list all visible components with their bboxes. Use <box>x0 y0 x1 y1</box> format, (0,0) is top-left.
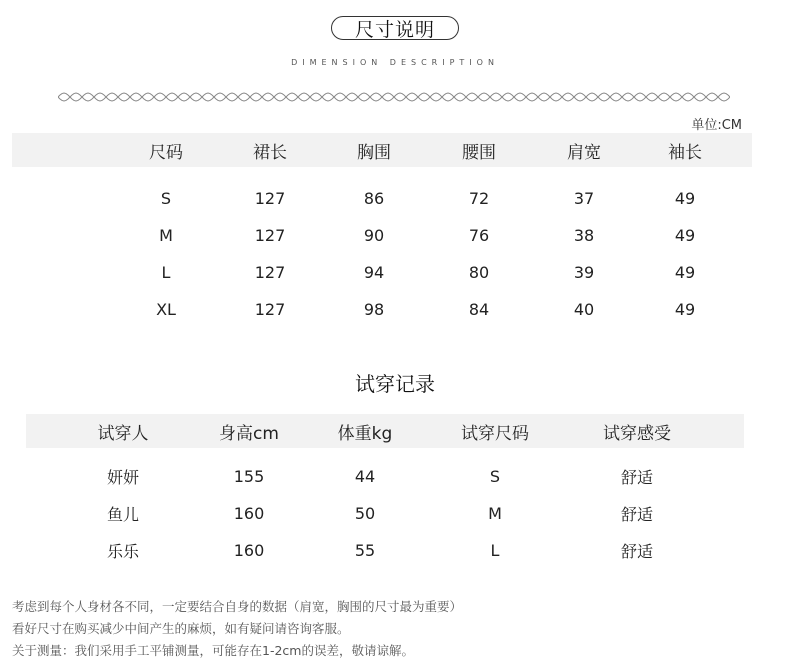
size-chart-header-row <box>12 133 752 167</box>
size-chart-header-cell: 胸围 <box>357 142 391 163</box>
table-cell: 49 <box>674 188 696 208</box>
table-cell: 76 <box>468 225 490 245</box>
table-cell: 舒适 <box>620 467 653 487</box>
page-title <box>331 16 459 40</box>
table-cell: 127 <box>254 262 286 282</box>
table-cell: 80 <box>468 262 490 282</box>
table-cell: 127 <box>254 188 286 208</box>
table-cell: L <box>490 540 500 560</box>
table-cell: 98 <box>363 299 385 319</box>
size-chart-header-cell: 裙长 <box>253 142 287 163</box>
table-cell: 50 <box>354 503 376 523</box>
table-cell: 49 <box>674 225 696 245</box>
table-cell: 妍妍 <box>106 467 139 487</box>
fitting-header-cell: 试穿感受 <box>603 423 671 444</box>
table-cell: 155 <box>233 466 265 486</box>
table-cell: 94 <box>363 262 385 282</box>
size-chart-header-cell: 腰围 <box>462 142 496 163</box>
size-chart-header-cell: 肩宽 <box>567 142 601 163</box>
decorative-wave-divider <box>58 88 730 106</box>
table-cell: 44 <box>354 466 376 486</box>
table-cell: 40 <box>573 299 595 319</box>
note-line: 看好尺寸在购买减少中间产生的麻烦，如有疑问请咨询客服。 <box>12 621 350 636</box>
page-subtitle: DIMENSION DESCRIPTION <box>291 58 499 67</box>
note-line: 考虑到每个人身材各不同，一定要结合自身的数据（肩宽，胸围的尺寸最为重要） <box>12 599 463 614</box>
unit-label: 单位:CM <box>691 118 742 133</box>
table-cell: 49 <box>674 262 696 282</box>
fitting-header-row <box>26 414 744 448</box>
fitting-header-cell: 试穿尺码 <box>461 423 529 444</box>
table-cell: 55 <box>354 540 376 560</box>
table-cell: M <box>159 225 173 245</box>
table-row <box>26 535 744 565</box>
note-line: 关于测量：我们采用手工平铺测量，可能存在1-2cm的误差，敬请谅解。 <box>12 643 414 658</box>
table-row <box>12 294 752 324</box>
table-cell: 39 <box>573 262 595 282</box>
table-cell: 37 <box>573 188 595 208</box>
table-cell: XL <box>156 299 176 319</box>
fitting-header-cell: 身高cm <box>219 423 279 444</box>
fitting-header-cell: 体重kg <box>337 423 393 444</box>
size-chart-header-cell: 袖长 <box>668 142 702 163</box>
table-cell: 舒适 <box>620 541 653 561</box>
measurement-notes <box>12 596 462 662</box>
size-chart-header-cell: 尺码 <box>149 142 183 163</box>
table-cell: M <box>488 503 502 523</box>
table-cell: 86 <box>363 188 385 208</box>
table-cell: 72 <box>468 188 490 208</box>
table-row <box>12 183 752 213</box>
page-title-text: 尺寸说明 <box>354 18 435 41</box>
fitting-header-cell: 试穿人 <box>97 423 149 444</box>
table-row <box>26 461 744 491</box>
table-cell: 乐乐 <box>106 541 139 561</box>
fitting-section-title: 试穿记录 <box>355 372 435 396</box>
table-row <box>26 498 744 528</box>
table-cell: 鱼儿 <box>106 504 139 524</box>
table-cell: 84 <box>468 299 490 319</box>
table-cell: 160 <box>233 503 265 523</box>
table-cell: S <box>489 466 501 486</box>
table-cell: 49 <box>674 299 696 319</box>
table-cell: 127 <box>254 225 286 245</box>
table-cell: 90 <box>363 225 385 245</box>
table-cell: 127 <box>254 299 286 319</box>
table-cell: S <box>160 188 172 208</box>
table-row <box>12 220 752 250</box>
table-row <box>12 257 752 287</box>
table-cell: L <box>161 262 171 282</box>
table-cell: 38 <box>573 225 595 245</box>
table-cell: 舒适 <box>620 504 653 524</box>
table-cell: 160 <box>233 540 265 560</box>
